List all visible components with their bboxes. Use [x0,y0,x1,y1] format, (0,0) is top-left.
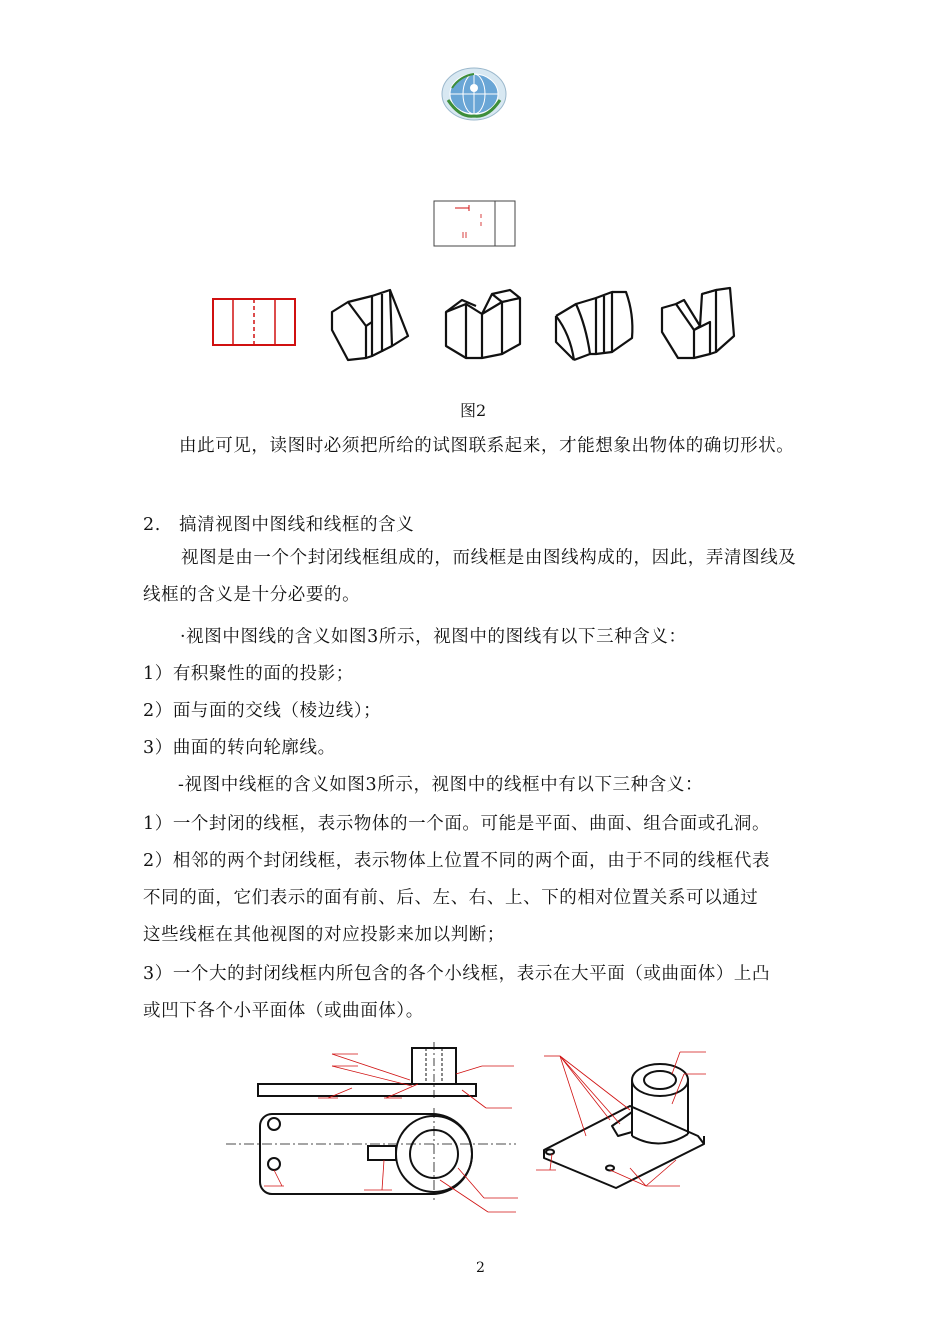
section-heading-2: 2. 搞清视图中图线和线框的含义 [143,515,415,535]
page-number: 2 [476,1260,485,1276]
frames-item-3-line-2: 或凹下各个小平面体（或曲面体）。 [143,1001,424,1021]
frames-item-2-line-3: 这些线框在其他视图的对应投影来加以判断； [143,925,505,945]
figure-3-isometric-view [530,1040,730,1190]
frames-item-3-line-1: 3）一个大的封闭线框内所包含的各个小线框，表示在大平面（或曲面体）上凸 [143,964,771,984]
lines-item-1: 1）有积聚性的面的投影； [143,664,354,684]
lines-item-3: 3）曲面的转向轮廓线。 [143,738,336,758]
solid-option-2 [442,288,524,362]
small-view-diagram [433,200,517,248]
figure-2-caption: 图2 [460,401,487,420]
solid-option-3 [552,286,636,362]
paragraph-views-frames: 视图是由一个个封闭线框组成的，而线框是由图线构成的，因此，弄清图线及线框的含义是十分必要的。 [143,548,797,605]
lines-item-2: 2）面与面的交线（棱边线）； [143,701,382,721]
front-view-red [211,297,297,347]
frames-meaning-intro: -视图中线框的含义如图3所示，视图中的线框中有以下三种含义： [178,775,704,795]
frames-item-2-line-1: 2）相邻的两个封闭线框，表示物体上位置不同的两个面，由于不同的线框代表 [143,851,771,871]
logo-emblem [440,66,508,122]
lines-meaning-intro: ·视图中图线的含义如图3所示，视图中的图线有以下三种含义： [180,627,687,647]
solid-option-4 [656,286,740,362]
figure-3-orthographic-views [222,1040,542,1225]
solid-option-1 [328,286,412,362]
frames-item-1: 1）一个封闭的线框，表示物体的一个面。可能是平面、曲面、组合面或孔洞。 [143,814,771,834]
frames-item-2-line-2: 不同的面，它们表示的面有前、后、左、右、上、下的相对位置关系可以通过 [143,888,759,908]
paragraph-read-views: 由此可见，读图时必须把所给的试图联系起来，才能想象出物体的确切形状。 [179,436,795,456]
